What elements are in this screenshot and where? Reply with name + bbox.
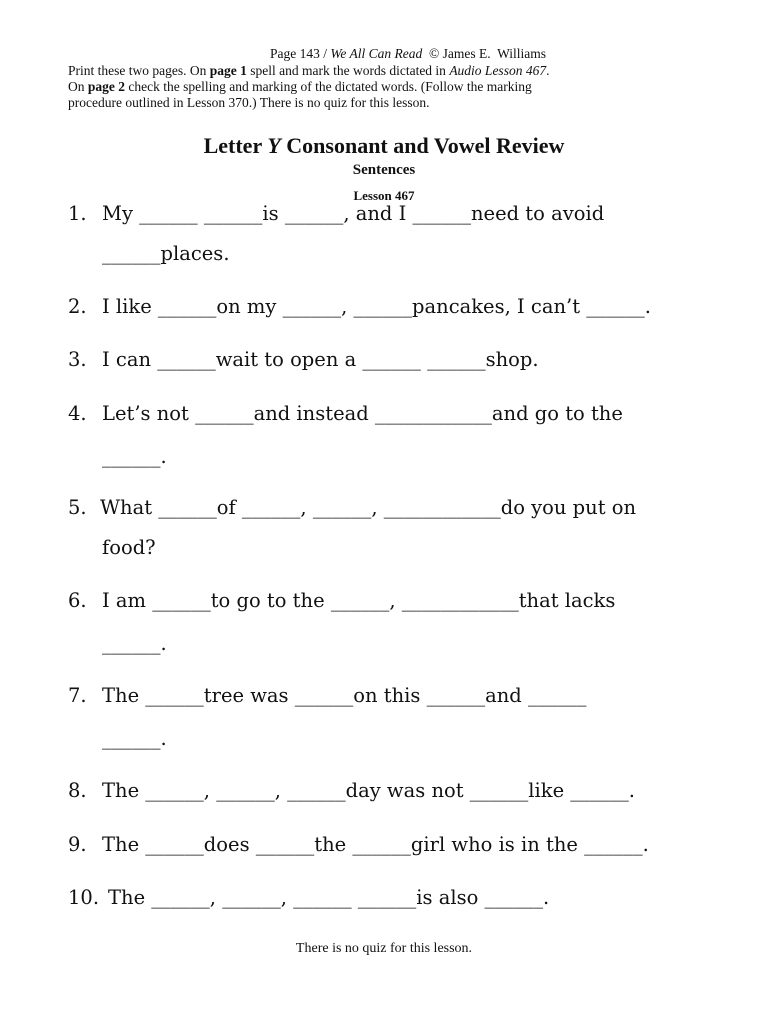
sentence-text: I am ______to go to the ______, ____________that lacks <box>102 589 616 612</box>
item-number: 7. <box>68 684 87 707</box>
sentence-text: I can ______wait to open a ______ ______shop. <box>102 348 539 371</box>
instruction-line-2: On page 2 check the spelling and marking of the dictated words. (Follow the marking <box>68 79 532 94</box>
item-number: 8. <box>68 779 87 802</box>
sentence-text: Let’s not ______and instead ____________and go to the <box>102 402 623 425</box>
sentence-text-continued: ______. <box>102 727 167 750</box>
item-number: 6. <box>68 589 87 612</box>
copyright: © James E. Williams <box>422 46 547 61</box>
instruction-line-3: procedure outlined in Lesson 370.) There is no quiz for this lesson. <box>68 95 430 110</box>
worksheet-title: Letter Y Consonant and Vowel Review <box>203 133 565 158</box>
sentence-text-continued: ______. <box>102 445 167 468</box>
sentence-text: I like ______on my ______, ______pancakes, I can’t ______. <box>102 295 651 318</box>
sentence-text-continued: food? <box>102 536 156 559</box>
item-number: 9. <box>68 833 87 856</box>
page-number: Page 143 / <box>269 46 331 61</box>
sentence-text-continued: ______places. <box>102 242 230 265</box>
item-number: 1. <box>68 202 87 225</box>
item-number: 5. <box>68 496 87 519</box>
item-number: 3. <box>68 348 87 371</box>
sentence-text-continued: ______. <box>102 632 167 655</box>
item-number: 10. <box>68 886 100 909</box>
worksheet-subtitle: Sentences <box>352 162 416 178</box>
sentence-text: The ______, ______, ______day was not ______like ______. <box>102 779 636 802</box>
sentence-text: What ______of ______, ______, ____________do you put on <box>100 496 637 519</box>
lesson-label: Lesson 467 <box>353 188 415 203</box>
book-title: We All Can Read <box>330 46 423 61</box>
instruction-line-1: Print these two pages. On page 1 spell and mark the words dictated in Audio Lesson 467. <box>68 63 550 78</box>
footer-note: There is no quiz for this lesson. <box>295 941 473 956</box>
page-reference <box>68 46 708 62</box>
header-instructions <box>68 46 708 111</box>
sentence-text: The ______tree was ______on this ______and ______ <box>102 684 587 707</box>
sentence-text: My ______ ______is ______, and I ______need to avoid <box>102 202 605 225</box>
item-number: 4. <box>68 402 87 425</box>
sentence-text: The ______does ______the ______girl who is in the ______. <box>102 833 649 856</box>
sentence-text: The ______, ______, ______ ______is also ______. <box>108 886 550 909</box>
item-number: 2. <box>68 295 87 318</box>
